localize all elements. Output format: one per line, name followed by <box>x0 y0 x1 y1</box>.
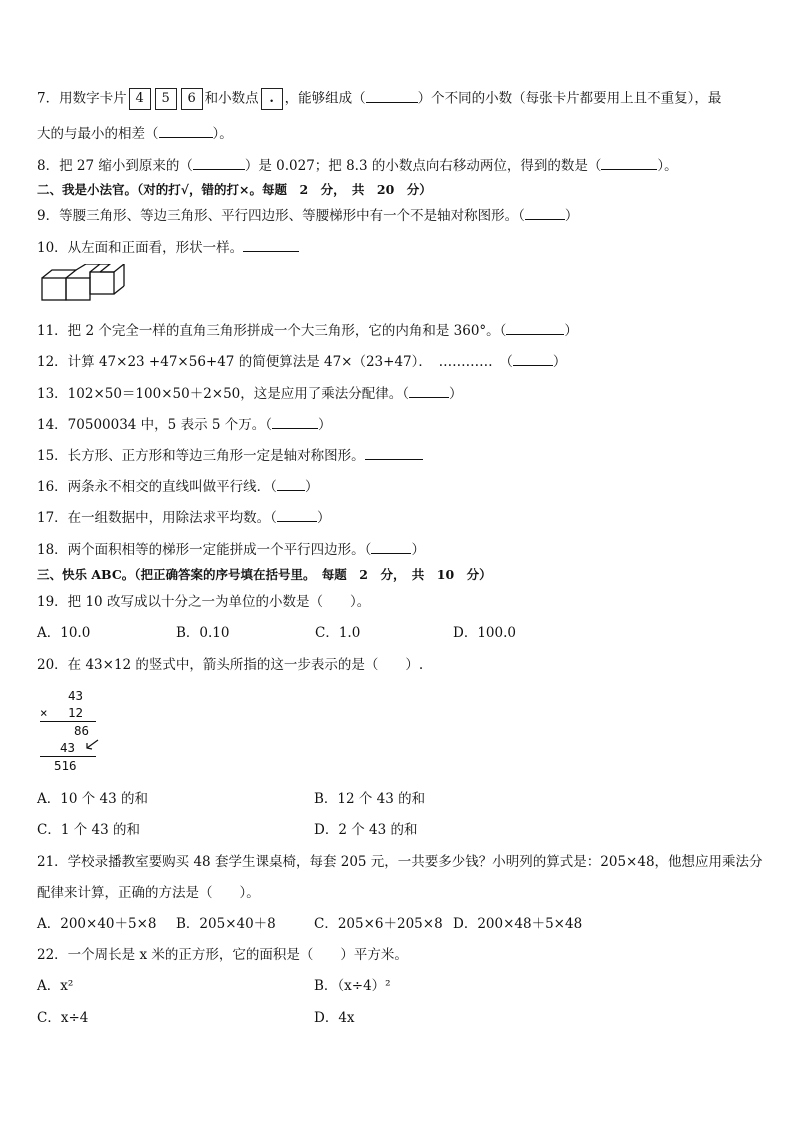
question-17: 17．在一组数据中，用除法求平均数。（ ） <box>37 510 331 526</box>
question-8: 8．把 27 缩小到原来的（ ）是 0.027；把 8.3 的小数点向右移动两位，得到的数是（ ）。 <box>37 158 678 174</box>
answer-blank[interactable] <box>243 239 299 252</box>
question-19: 19．把 10 改写成以十分之一为单位的小数是（ ）。 <box>37 594 371 610</box>
q19-option-b[interactable]: B．0.10 <box>176 625 230 641</box>
q19-option-a[interactable]: A．10.0 <box>37 625 91 641</box>
q21-option-c[interactable]: C．205×6＋205×8 <box>314 916 443 932</box>
answer-blank[interactable] <box>506 322 564 335</box>
q21-option-d[interactable]: D．200×48＋5×48 <box>453 916 583 932</box>
question-18: 18．两个面积相等的梯形一定能拼成一个平行四边形。（ ） <box>37 542 425 558</box>
section-2-heading: 二、我是小法官。（对的打√，错的打×。每题 2 分， 共 20 分） <box>37 182 432 197</box>
q22-option-a[interactable]: A．x² <box>37 978 74 994</box>
vertical-multiplication: 43 × 12 86 43 516 <box>38 688 100 774</box>
q22-option-b[interactable]: B．（x÷4）² <box>314 978 391 994</box>
question-11: 11．把 2 个完全一样的直角三角形拼成一个大三角形，它的内角和是 360°。（ ） <box>37 323 578 339</box>
answer-blank[interactable] <box>277 509 317 522</box>
question-21: 21．学校录播教室要购买 48 套学生课桌椅，每套 205 元，一共要多少钱？小明列的算式是：205×48，他想应用乘法分 <box>37 854 763 870</box>
answer-blank[interactable] <box>193 157 245 170</box>
question-20: 20．在 43×12 的竖式中，箭头所指的这一步表示的是（ ）. <box>37 657 424 673</box>
answer-blank[interactable] <box>513 353 553 366</box>
answer-blank[interactable] <box>277 478 305 491</box>
answer-blank[interactable] <box>365 447 423 460</box>
question-12: 12．计算 47×23 +47×56+47 的简便算法是 47×（23+47）． ………… （ ） <box>37 354 567 370</box>
section-3-heading: 三、快乐 ABC。（把正确答案的序号填在括号里。 每题 2 分， 共 10 分） <box>37 567 492 582</box>
answer-blank[interactable] <box>371 541 411 554</box>
q19-option-c[interactable]: C．1.0 <box>315 625 361 641</box>
q22-option-d[interactable]: D．4x <box>314 1010 355 1026</box>
question-14: 14．70500034 中，5 表示 5 个万。（ ） <box>37 417 332 433</box>
question-9: 9．等腰三角形、等边三角形、平行四边形、等腰梯形中有一个不是轴对称图形。（ ） <box>37 208 579 224</box>
answer-blank[interactable] <box>159 125 213 138</box>
question-10: 10．从左面和正面看，形状一样。 <box>37 238 299 258</box>
cube-figure <box>40 264 130 304</box>
q21-option-b[interactable]: B．205×40＋8 <box>176 916 276 932</box>
question-7: 7．用数字卡片 4 5 6 和小数点 . ，能够组成（ ）个不同的小数（每张卡片都要用上且不重复），最 <box>37 88 721 110</box>
q20-option-d[interactable]: D．2 个 43 的和 <box>314 822 418 838</box>
digit-card-4: 4 <box>129 88 151 110</box>
question-7-line2: 大的与最小的相差（ ）。 <box>37 126 233 142</box>
answer-blank[interactable] <box>272 416 318 429</box>
answer-blank[interactable] <box>601 157 657 170</box>
question-16: 16．两条永不相交的直线叫做平行线．（ ） <box>37 479 319 495</box>
answer-blank[interactable] <box>525 207 565 220</box>
q21-option-a[interactable]: A．200×40＋5×8 <box>37 916 157 932</box>
question-13: 13．102×50＝100×50＋2×50，这是应用了乘法分配律。（ ） <box>37 386 463 402</box>
question-15: 15．长方形、正方形和等边三角形一定是轴对称图形。 <box>37 446 423 466</box>
q20-option-a[interactable]: A．10 个 43 的和 <box>37 791 148 807</box>
answer-blank[interactable] <box>366 90 418 103</box>
decimal-point-card: . <box>261 88 283 110</box>
digit-card-6: 6 <box>181 88 203 110</box>
question-21-line2: 配律来计算，正确的方法是（ ）。 <box>37 885 260 901</box>
answer-blank[interactable] <box>409 385 449 398</box>
q20-option-b[interactable]: B．12 个 43 的和 <box>314 791 426 807</box>
question-22: 22．一个周长是 x 米的正方形，它的面积是（ ）平方米。 <box>37 947 408 963</box>
q20-option-c[interactable]: C．1 个 43 的和 <box>37 822 140 838</box>
digit-card-5: 5 <box>155 88 177 110</box>
arrow-icon <box>84 738 100 752</box>
q22-option-c[interactable]: C．x÷4 <box>37 1010 89 1026</box>
q19-option-d[interactable]: D．100.0 <box>453 625 516 641</box>
